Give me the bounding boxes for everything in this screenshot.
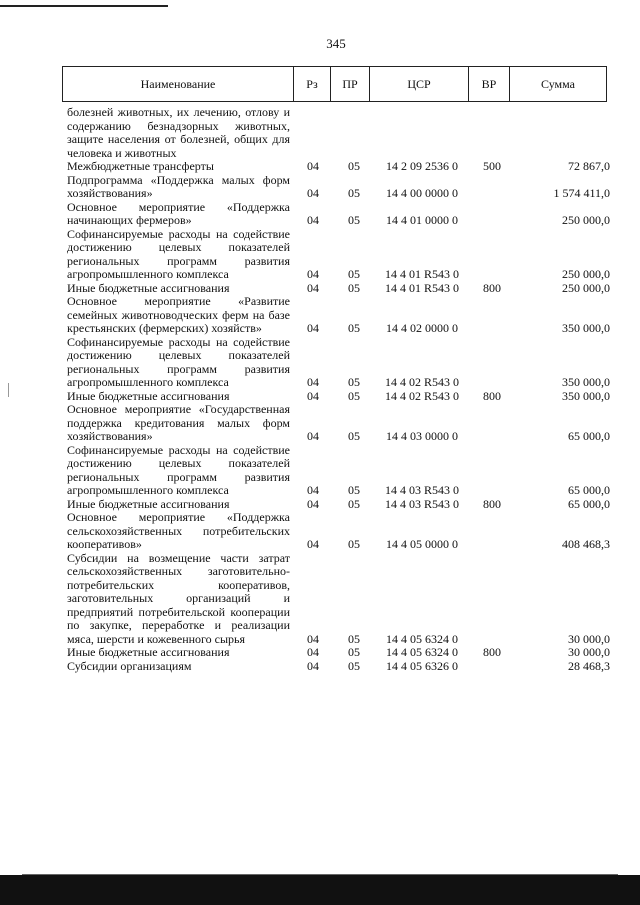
row-rz: 04 (307, 280, 319, 295)
row-pr: 05 (348, 658, 360, 673)
table-body (67, 106, 610, 673)
row-pr: 05 (348, 321, 360, 335)
row-csr: 14 4 03 R543 0 (384, 483, 459, 497)
row-name: Субсидии организациям (67, 658, 192, 673)
row-sum: 72 867,0 (568, 159, 610, 173)
row-sum: 30 000,0 (568, 631, 610, 646)
table-row (67, 498, 610, 512)
row-rz: 04 (307, 388, 319, 403)
row-csr: 14 4 05 6326 0 (386, 658, 458, 673)
row-vr: 800 (483, 496, 501, 511)
row-sum: 350 000,0 (562, 388, 610, 403)
header-name: Наименование (140, 76, 216, 91)
table-row (67, 336, 610, 390)
row-pr: 05 (348, 496, 360, 511)
top-rule (0, 5, 168, 7)
scan-border (0, 875, 640, 905)
row-name: Межбюджетные трансферты (67, 159, 214, 173)
table-row (67, 160, 610, 174)
row-rz: 04 (307, 658, 319, 673)
row-csr: 14 4 05 6324 0 (386, 631, 458, 646)
row-sum: 30 000,0 (568, 645, 610, 659)
row-rz: 04 (307, 429, 319, 443)
row-rz: 04 (307, 321, 319, 335)
row-sum: 65 000,0 (568, 496, 610, 511)
header-vr: ВР (468, 67, 509, 101)
row-name: Основное мероприятие «Развитие семейных животноводческих ферм на базе крестьянских (фермерских) хозяйств» (67, 294, 290, 335)
header-rz: Рз (293, 67, 330, 101)
row-sum: 65 000,0 (568, 429, 610, 443)
table-row (67, 646, 610, 660)
table-row (67, 282, 610, 296)
page-number: 345 (326, 36, 346, 51)
row-sum: 28 468,3 (568, 658, 610, 673)
row-pr: 05 (348, 375, 360, 389)
row-csr: 14 4 01 R543 0 (384, 267, 459, 281)
row-pr: 05 (348, 388, 360, 403)
row-name: болезней животных, их лечению, отлову и содержанию безнадзорных животных, защите населения от болезней, общих для человека и животных (67, 105, 290, 160)
row-sum: 250 000,0 (562, 267, 610, 281)
row-name: Софинансируемые расходы на содействие достижению целевых показателей региональных программ развития агропромышленного комплекса (67, 226, 290, 281)
row-rz: 04 (307, 631, 319, 646)
row-vr: 500 (483, 159, 501, 173)
row-rz: 04 (307, 645, 319, 659)
table-row (67, 660, 610, 674)
row-rz: 04 (307, 186, 319, 200)
table-row (67, 228, 610, 282)
row-vr: 800 (483, 280, 501, 295)
row-name: Иные бюджетные ассигнования (67, 496, 230, 511)
table-row (67, 174, 610, 201)
row-sum: 250 000,0 (562, 213, 610, 227)
row-pr: 05 (348, 280, 360, 295)
row-pr: 05 (348, 267, 360, 281)
table-row (67, 106, 610, 160)
row-name: Иные бюджетные ассигнования (67, 388, 230, 403)
table-header (62, 66, 607, 102)
table-row (67, 295, 610, 336)
row-name: Подпрограмма «Поддержка малых форм хозяйствования» (67, 172, 290, 200)
table-row (67, 390, 610, 404)
row-csr: 14 4 01 0000 0 (386, 213, 458, 227)
row-name: Иные бюджетные ассигнования (67, 280, 230, 295)
row-csr: 14 4 01 R543 0 (384, 280, 459, 295)
row-rz: 04 (307, 375, 319, 389)
row-name: Иные бюджетные ассигнования (67, 645, 230, 659)
row-rz: 04 (307, 496, 319, 511)
row-rz: 04 (307, 537, 319, 551)
row-name: Субсидии на возмещение части затрат сельскохозяйственных заготовительно-потребительских кооперативов, заготовительных организаций и предприятий потребительской кооперации по закупке, переработке и реализации мяса, шерсти и кожевенного сырья (67, 550, 290, 646)
row-pr: 05 (348, 186, 360, 200)
row-csr: 14 4 02 R543 0 (384, 375, 459, 389)
row-pr: 05 (348, 645, 360, 659)
row-sum: 350 000,0 (562, 321, 610, 335)
table-row (67, 444, 610, 498)
table-row (67, 201, 610, 228)
table-row (67, 552, 610, 647)
row-pr: 05 (348, 483, 360, 497)
row-sum: 408 468,3 (562, 537, 610, 551)
row-name: Основное мероприятие «Поддержка начинающих фермеров» (67, 199, 290, 227)
row-csr: 14 4 02 R543 0 (384, 388, 459, 403)
margin-mark (8, 383, 9, 397)
row-csr: 14 4 05 0000 0 (386, 537, 458, 551)
row-vr: 800 (483, 388, 501, 403)
header-pr: ПР (330, 67, 369, 101)
row-pr: 05 (348, 159, 360, 173)
row-pr: 05 (348, 213, 360, 227)
row-name: Софинансируемые расходы на содействие достижению целевых показателей региональных программ развития агропромышленного комплекса (67, 334, 290, 389)
row-csr: 14 4 03 0000 0 (386, 429, 458, 443)
row-rz: 04 (307, 213, 319, 227)
header-sum: Сумма (509, 67, 606, 101)
row-name: Софинансируемые расходы на содействие достижению целевых показателей региональных программ развития агропромышленного комплекса (67, 442, 290, 497)
row-csr: 14 4 02 0000 0 (386, 321, 458, 335)
row-sum: 350 000,0 (562, 375, 610, 389)
row-csr: 14 4 00 0000 0 (386, 186, 458, 200)
row-pr: 05 (348, 631, 360, 646)
row-sum: 65 000,0 (568, 483, 610, 497)
row-rz: 04 (307, 267, 319, 281)
row-sum: 1 574 411,0 (553, 186, 610, 200)
table-row (67, 511, 610, 552)
row-name: Основное мероприятие «Государственная поддержка кредитования малых форм хозяйствования» (67, 402, 290, 443)
row-sum: 250 000,0 (562, 280, 610, 295)
row-vr: 800 (483, 645, 501, 659)
row-csr: 14 4 05 6324 0 (386, 645, 458, 659)
row-rz: 04 (307, 159, 319, 173)
row-csr: 14 4 03 R543 0 (384, 496, 459, 511)
header-csr: ЦСР (369, 67, 468, 101)
row-pr: 05 (348, 537, 360, 551)
row-rz: 04 (307, 483, 319, 497)
table-row (67, 403, 610, 444)
row-name: Основное мероприятие «Поддержка сельскохозяйственных потребительских кооперативов» (67, 510, 290, 551)
row-csr: 14 2 09 2536 0 (386, 159, 458, 173)
row-pr: 05 (348, 429, 360, 443)
